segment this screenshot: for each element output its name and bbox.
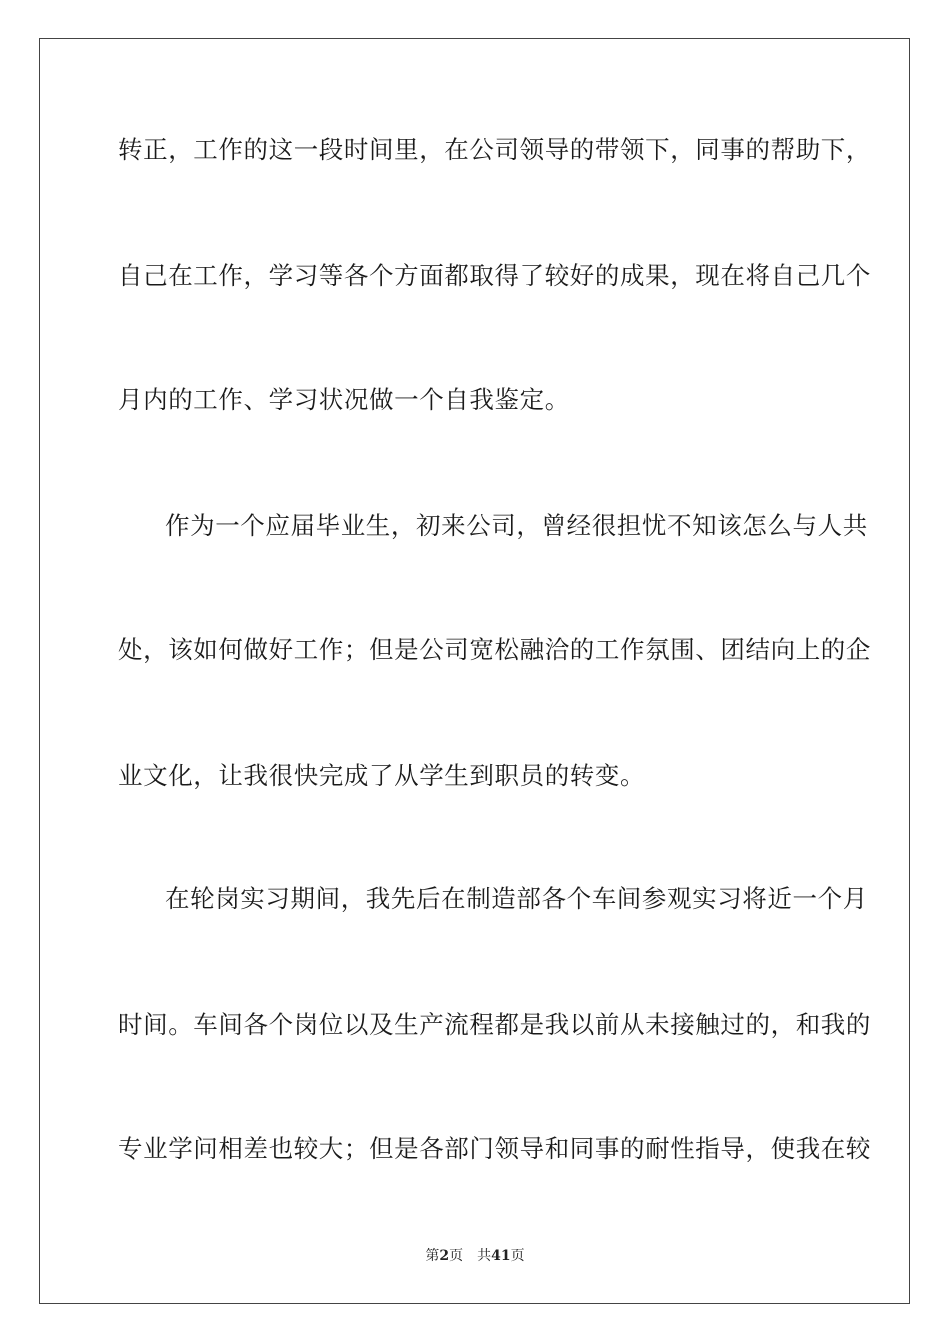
body-line-4: 作为一个应届毕业生，初来公司，曾经很担忧不知该怎么与人共 bbox=[165, 511, 868, 540]
body-line-2: 自己在工作，学习等各个方面都取得了较好的成果，现在将自己几个 bbox=[118, 261, 871, 290]
page-suffix: 页 bbox=[449, 1248, 464, 1264]
page-footer bbox=[0, 1247, 950, 1265]
body-line-3: 月内的工作、学习状况做一个自我鉴定。 bbox=[118, 385, 570, 414]
body-line-7: 在轮岗实习期间，我先后在制造部各个车间参观实习将近一个月 bbox=[165, 884, 868, 913]
page-border bbox=[39, 38, 910, 1304]
page-prefix: 第 bbox=[425, 1248, 440, 1264]
body-line-6: 业文化，让我很快完成了从学生到职员的转变。 bbox=[118, 761, 646, 790]
body-line-9: 专业学问相差也较大；但是各部门领导和同事的耐性指导，使我在较 bbox=[118, 1134, 871, 1163]
body-line-1: 转正，工作的这一段时间里，在公司领导的带领下，同事的帮助下， bbox=[118, 135, 871, 164]
total-prefix: 共 bbox=[477, 1248, 492, 1264]
body-line-5: 处，该如何做好工作；但是公司宽松融洽的工作氛围、团结向上的企 bbox=[118, 635, 871, 664]
total-suffix: 页 bbox=[510, 1248, 525, 1264]
page-number: 2 bbox=[439, 1248, 450, 1264]
body-line-8: 时间。车间各个岗位以及生产流程都是我以前从未接触过的，和我的 bbox=[118, 1010, 871, 1039]
total-pages: 41 bbox=[491, 1248, 511, 1264]
